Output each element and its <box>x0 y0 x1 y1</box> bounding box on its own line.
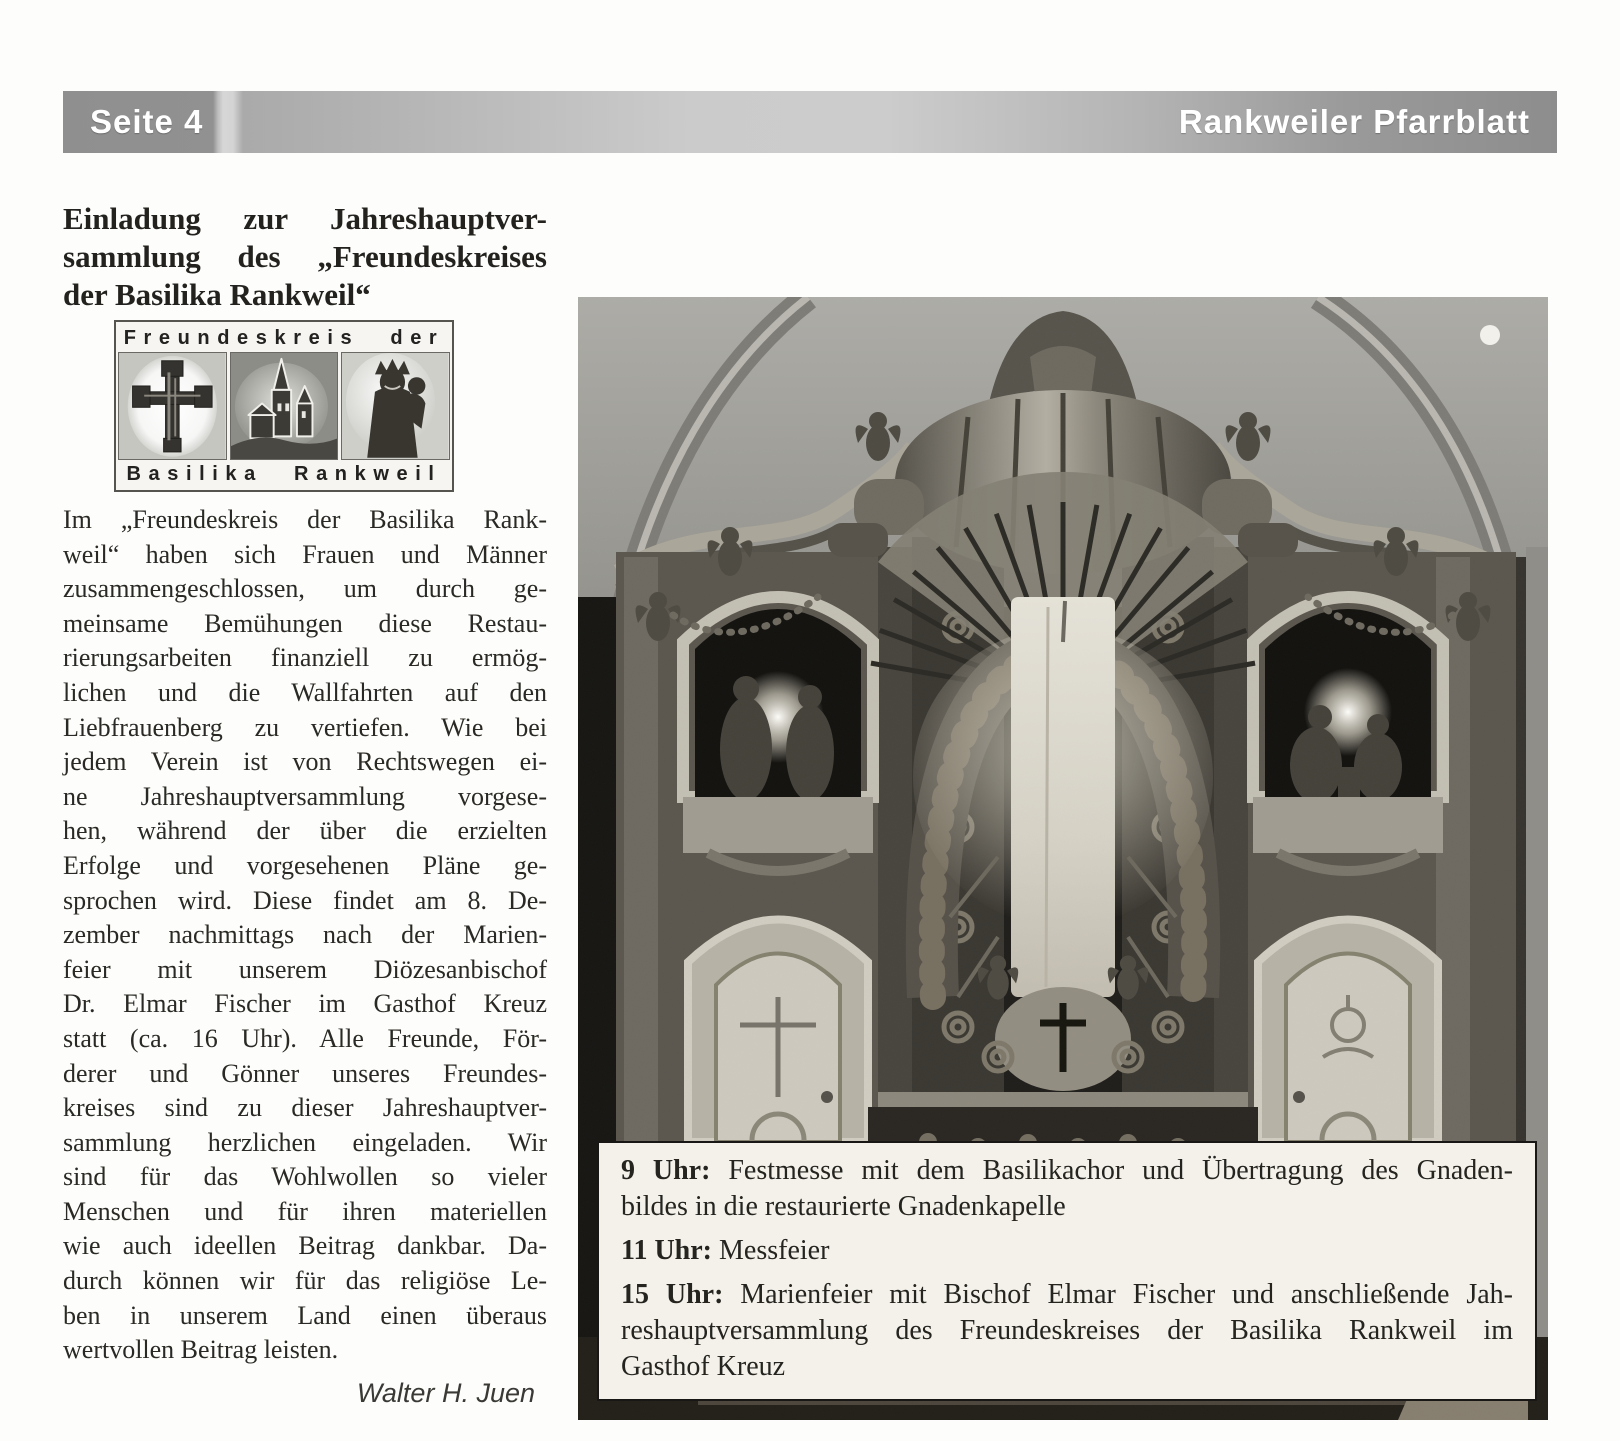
caption-line: 11 Uhr: Messfeier <box>621 1235 830 1266</box>
article-body-line: wie auch ideellen Beitrag dankbar. Da- <box>63 1231 547 1261</box>
article-body-line: sind für das Wohlwollen so vieler <box>63 1162 547 1192</box>
article-title-line: der Basilika Rankweil“ <box>63 277 371 312</box>
article-body-line: Liebfrauenberg zu vertiefen. Wie bei <box>63 712 547 742</box>
logo-bottom-text: Basilika Rankweil <box>126 463 442 486</box>
article-body-line: sammlung herzlichen eingeladen. Wir <box>63 1127 547 1157</box>
article-body-line: weil“ haben sich Frauen und Männer <box>63 539 547 569</box>
article-body-line: Menschen und für ihren materiellen <box>63 1196 547 1226</box>
article-body-line: Erfolge und vorgesehenen Pläne ge- <box>63 850 547 880</box>
article-body-line: kreises sind zu dieser Jahreshauptver- <box>63 1093 547 1123</box>
article-body-line: wertvollen Beitrag leisten. <box>63 1335 339 1365</box>
caption-line: Gasthof Kreuz <box>621 1351 786 1382</box>
article-body-line: feier mit unserem Diözesanbischof <box>63 954 547 984</box>
article-title-line: sammlung des „Freundeskreises <box>63 239 547 274</box>
church-icon <box>230 352 339 461</box>
article-title-line: Einladung zur Jahreshauptver- <box>63 201 547 236</box>
caption-line: bildes in die restaurierte Gnadenkapelle <box>621 1191 1066 1222</box>
article-title <box>63 200 547 314</box>
article-body-line: lichen und die Wallfahrten auf den <box>63 677 547 707</box>
article-body-line: sprochen wird. Diese findet am 8. De- <box>63 885 547 915</box>
article-body-line: Dr. Elmar Fischer im Gasthof Kreuz <box>63 989 547 1019</box>
article-body-line: Im „Freundeskreis der Basilika Rank- <box>63 505 547 534</box>
cross-icon <box>118 352 227 461</box>
article-body-line: meinsame Bemühungen diese Restau- <box>63 608 547 638</box>
article-body-line: ben in unserem Land einen überaus <box>63 1300 547 1330</box>
article-body-line: hen, während der über die erzielten <box>63 816 547 846</box>
article-body <box>63 503 547 1368</box>
page-header-band <box>63 91 1557 153</box>
publication-title: Rankweiler Pfarrblatt <box>1178 103 1530 140</box>
article-body-line: zember nachmittags nach der Marien- <box>63 920 547 950</box>
article-body-line: durch können wir für das religiöse Le- <box>63 1266 547 1296</box>
logo-top-text: Freundeskreis der <box>123 327 445 349</box>
caption-line: reshauptversammlung des Freundeskreises der Basilika Rankweil im <box>621 1315 1513 1346</box>
author-signature: Walter H. Juen <box>356 1378 535 1408</box>
caption-line: 9 Uhr: Festmesse mit dem Basilikachor und Übertragung des Gnaden- <box>621 1155 1514 1186</box>
article-body-line: derer und Gönner unseres Freundes- <box>63 1058 547 1088</box>
caption-line: 15 Uhr: Marienfeier mit Bischof Elmar Fischer und anschließende Jah- <box>621 1279 1514 1310</box>
caption-entry <box>621 1153 1513 1225</box>
caption-entry <box>621 1233 1513 1269</box>
freundeskreis-logo <box>114 320 454 492</box>
caption-entry <box>621 1277 1513 1385</box>
caption-time-label: 15 Uhr: <box>621 1279 724 1310</box>
photo-caption-box <box>597 1141 1537 1401</box>
article-body-line: rierungsarbeiten finanziell zu ermög- <box>63 643 547 673</box>
photo-caption-entries <box>621 1153 1513 1385</box>
madonna-icon <box>341 352 450 461</box>
article-body-line: ne Jahreshauptversammlung vorgese- <box>63 781 547 811</box>
caption-time-label: 11 Uhr: <box>621 1235 712 1266</box>
article-body-line: jedem Verein ist von Rechtswegen ei- <box>63 747 547 777</box>
page-number-label: Seite 4 <box>90 103 204 140</box>
article-body-line: statt (ca. 16 Uhr). Alle Freunde, För- <box>63 1023 547 1053</box>
caption-time-label: 9 Uhr: <box>621 1155 711 1186</box>
article-body-line: zusammengeschlossen, um durch ge- <box>63 574 547 604</box>
logo-panels <box>118 352 450 461</box>
